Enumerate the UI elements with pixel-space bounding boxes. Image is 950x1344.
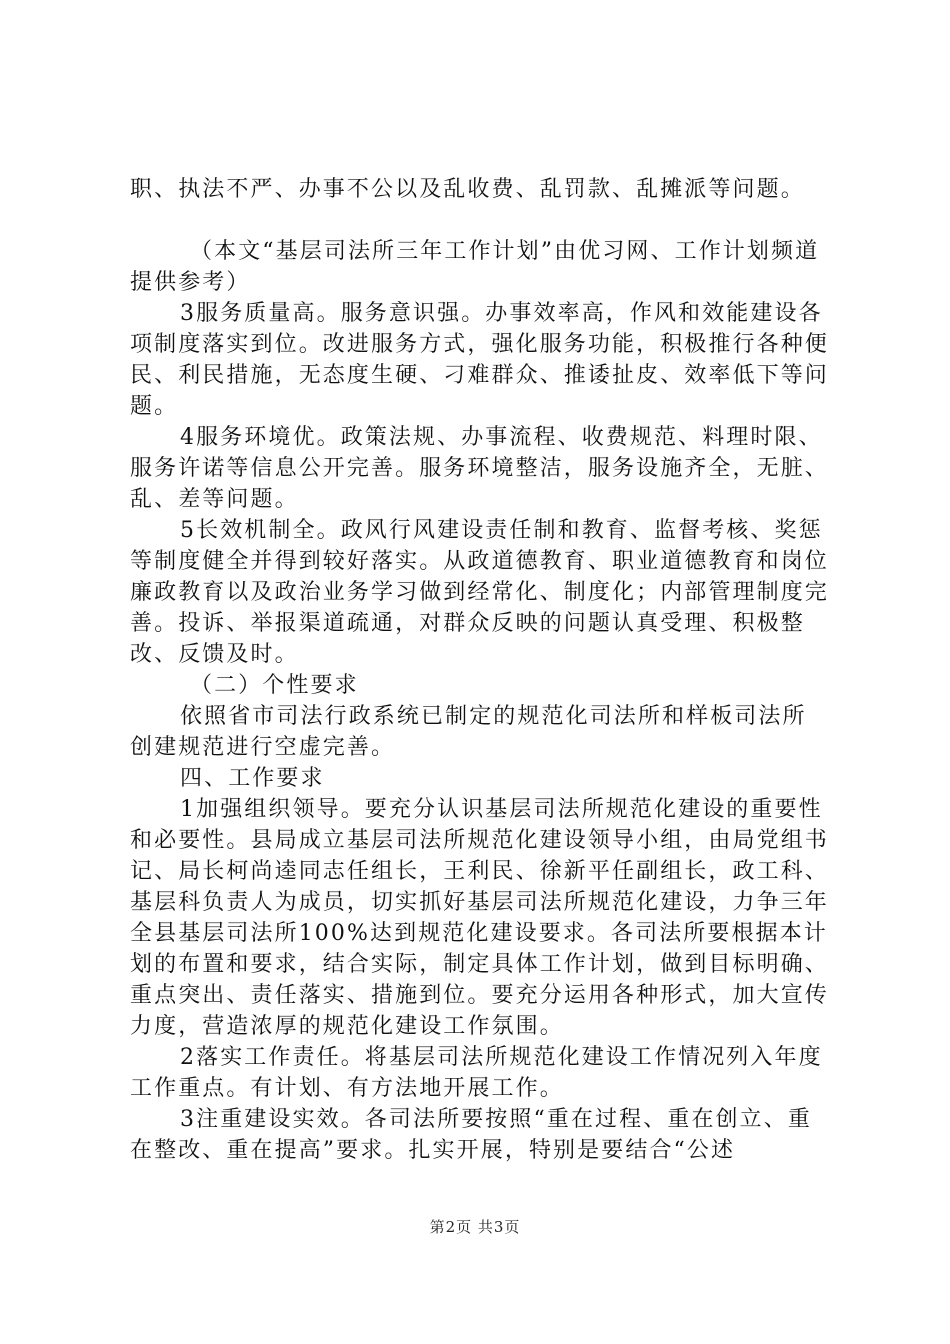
paragraph-service-environment: 4服务环境优。政策法规、办事流程、收费规范、料理时限、服务许诺等信息公开完善。服务环境整洁，服务设施齐全，无脏、乱、差等问题。 — [130, 425, 829, 512]
paragraph-construction-effect: 3注重建设实效。各司法所要按照“重在过程、重在创立、重在整改、重在提高”要求。扎实开展，特别是要结合“公述 — [130, 1107, 812, 1163]
page-number-footer: 第2页 共3页 — [429, 1218, 521, 1236]
paragraph-source-note: （本文“基层司法所三年工作计划”由优习网、工作计划频道提供参考） — [130, 239, 820, 295]
paragraph-work-responsibility: 2落实工作责任。将基层司法所规范化建设工作情况列入年度工作重点。有计划、有方法地开展工作。 — [130, 1045, 823, 1101]
paragraph-long-term-mechanism: 5长效机制全。政风行风建设责任制和教育、监督考核、奖惩等制度健全并得到较好落实。从政道德教育、职业道德教育和岗位廉政教育以及政治业务学习做到经常化、制度化；内部管理制度完善。投诉、举报渠道疏通，对群众反映的问题认真受理、积极整改、反馈及时。 — [130, 518, 829, 667]
heading-work-requirements: 四、工作要求 — [180, 766, 325, 791]
paragraph-organization-leadership: 1加强组织领导。要充分认识基层司法所规范化建设的重要性和必要性。县局成立基层司法所规范化建设领导小组，由局党组书记、局长柯尚逵同志任组长，王利民、徐新平任副组长，政工科、基层科负责人为成员，切实抓好基层司法所规范化建设，力争三年全县基层司法所100%达到规范化建设要求。各司法所要根据本计划的布置和要求，结合实际，制定具体工作计划，做到目标明确、重点突出、责任落实、措施到位。要充分运用各种形式，加大宣传力度，营造浓厚的规范化建设工作氛围。 — [130, 797, 829, 1039]
paragraph-service-quality: 3服务质量高。服务意识强。办事效率高，作风和效能建设各项制度落实到位。改进服务方式，强化服务功能，积极推行各种便民、利民措施，无态度生硬、刁难群众、推诿扯皮、效率低下等问题。 — [130, 301, 829, 419]
document-body — [130, 174, 830, 1166]
paragraph-continuation: 职、执法不严、办事不公以及乱收费、乱罚款、乱摊派等问题。 — [130, 177, 805, 202]
paragraph-individual-requirements: 依照省市司法行政系统已制定的规范化司法所和样板司法所创建规范进行空虚完善。 — [130, 704, 807, 760]
heading-individual-requirements: （二）个性要求 — [190, 673, 359, 698]
